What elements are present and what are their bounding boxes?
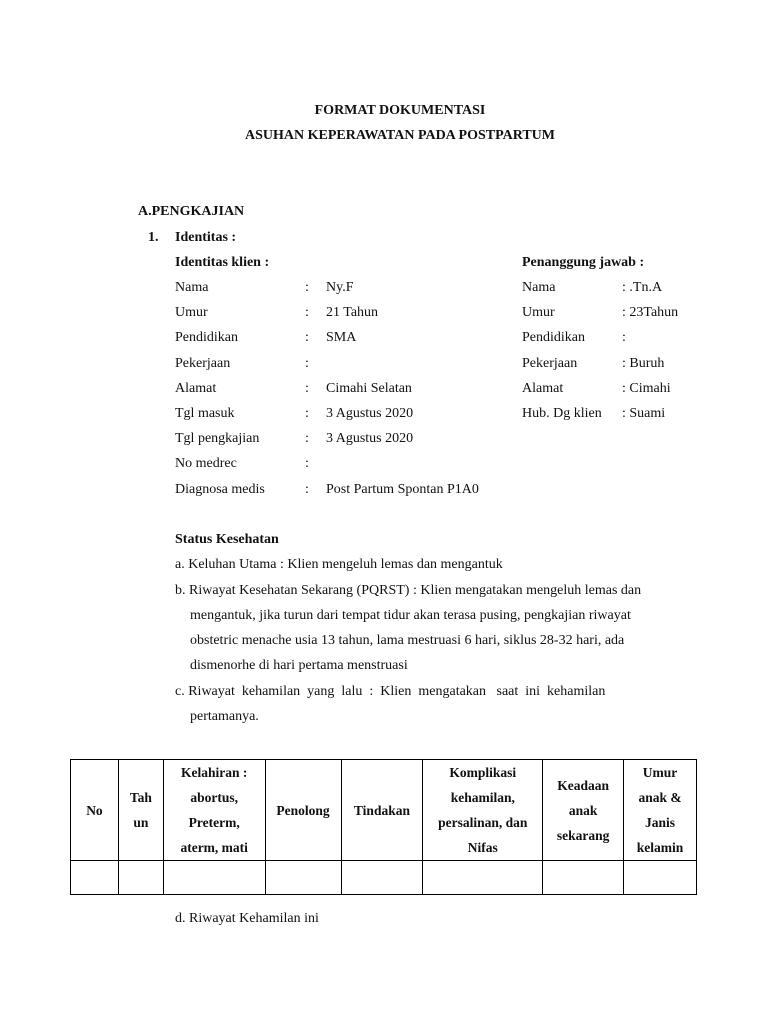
status-item-b-line1: b. Riwayat Kesehatan Sekarang (PQRST) : Klien mengatakan mengeluh lemas dan	[175, 583, 642, 598]
klien-field-value: SMA	[326, 330, 357, 346]
penanggung-field-value: :	[622, 330, 626, 346]
klien-field-separator: :	[305, 280, 309, 295]
penanggung-field-value: : .Tn.A	[622, 280, 663, 295]
table-cell	[341, 861, 423, 895]
klien-field-label: Alamat	[175, 380, 217, 396]
penanggung-field-value: : 23Tahun	[622, 305, 679, 321]
klien-field-separator: :	[305, 355, 309, 371]
penanggung-field-label: Nama	[522, 280, 556, 295]
penanggung-field-label: Umur	[522, 305, 555, 321]
status-item-b-line3: obstetric menache usia 13 tahun, lama mestruasi 6 hari, siklus 28-32 hari, ada	[190, 633, 625, 648]
klien-field-value: 3 Agustus 2020	[326, 431, 414, 447]
status-item-d: d. Riwayat Kehamilan ini	[175, 911, 319, 926]
col-header-tindakan: Tindakan	[341, 760, 423, 861]
klien-field-value: 3 Agustus 2020	[326, 406, 414, 421]
klien-field-label: Umur	[175, 305, 208, 321]
doc-title-line2: ASUHAN KEPERAWATAN PADA POSTPARTUM	[245, 128, 555, 143]
klien-field-label: Tgl masuk	[175, 406, 235, 421]
penanggung-field-value: : Cimahi	[622, 380, 671, 396]
table-row	[71, 861, 697, 895]
col-header-penolong: Penolong	[265, 760, 341, 861]
status-item-a: a. Keluhan Utama : Klien mengeluh lemas dan mengantuk	[175, 557, 503, 572]
klien-field-value: Cimahi Selatan	[326, 380, 412, 396]
penanggung-field-label: Alamat	[522, 380, 564, 396]
col-header-komplikasi: Komplikasi kehamilan, persalinan, dan Nifas	[423, 760, 543, 861]
penanggung-field-label: Pekerjaan	[522, 355, 578, 371]
klien-field-label: Nama	[175, 280, 209, 295]
status-heading: Status Kesehatan	[175, 532, 279, 547]
table-cell	[543, 861, 624, 895]
table-cell	[624, 861, 697, 895]
doc-title-line1: FORMAT DOKUMENTASI	[314, 103, 486, 118]
klien-field-value: Post Partum Spontan P1A0	[326, 481, 479, 497]
section-heading: A.PENGKAJIAN	[138, 204, 245, 219]
klien-field-label: Pendidikan	[175, 330, 238, 346]
col-header-keadaan-anak: Keadaan anak sekarang	[543, 760, 624, 861]
klien-field-separator: :	[305, 456, 309, 472]
klien-field-label: Pekerjaan	[175, 355, 231, 371]
penanggung-heading: Penanggung jawab :	[522, 255, 645, 270]
table-header-row	[71, 760, 697, 861]
table-cell	[163, 861, 265, 895]
klien-field-separator: :	[305, 481, 309, 497]
klien-field-label: No medrec	[175, 456, 237, 472]
klien-field-label: Diagnosa medis	[175, 481, 265, 497]
penanggung-field-label: Pendidikan	[522, 330, 585, 346]
status-item-b-line2: mengantuk, jika turun dari tempat tidur akan terasa pusing, pengkajian riwayat	[190, 608, 631, 623]
klien-field-separator: :	[305, 431, 309, 447]
klien-field-separator: :	[305, 305, 309, 321]
subsection-label: Identitas :	[175, 230, 237, 245]
klien-field-separator: :	[305, 406, 309, 421]
klien-field-value: 21 Tahun	[326, 305, 379, 321]
klien-field-separator: :	[305, 380, 309, 396]
subsection-number: 1.	[148, 230, 159, 245]
col-header-umur-anak: Umur anak & Janis kelamin	[624, 760, 697, 861]
penanggung-field-label: Hub. Dg klien	[522, 406, 602, 421]
col-header-no: No	[71, 760, 119, 861]
table-cell	[423, 861, 543, 895]
klien-field-separator: :	[305, 330, 309, 346]
klien-field-label: Tgl pengkajian	[175, 431, 260, 447]
table-cell	[71, 861, 119, 895]
status-item-b-line4: dismenorhe di hari pertama menstruasi	[190, 658, 408, 673]
penanggung-field-value: : Buruh	[622, 355, 665, 371]
col-header-kelahiran: Kelahiran : abortus, Preterm, aterm, mati	[163, 760, 265, 861]
klien-heading: Identitas klien :	[175, 255, 270, 270]
pregnancy-history-table	[70, 759, 697, 895]
klien-field-value: Ny.F	[326, 280, 354, 295]
table-cell	[265, 861, 341, 895]
penanggung-field-value: : Suami	[622, 406, 666, 421]
col-header-tahun: Tah un	[118, 760, 163, 861]
status-item-c-line1: c. Riwayat kehamilan yang lalu : Klien mengatakan saat ini kehamilan	[175, 684, 606, 699]
status-item-c-line2: pertamanya.	[190, 709, 259, 724]
table-cell	[118, 861, 163, 895]
